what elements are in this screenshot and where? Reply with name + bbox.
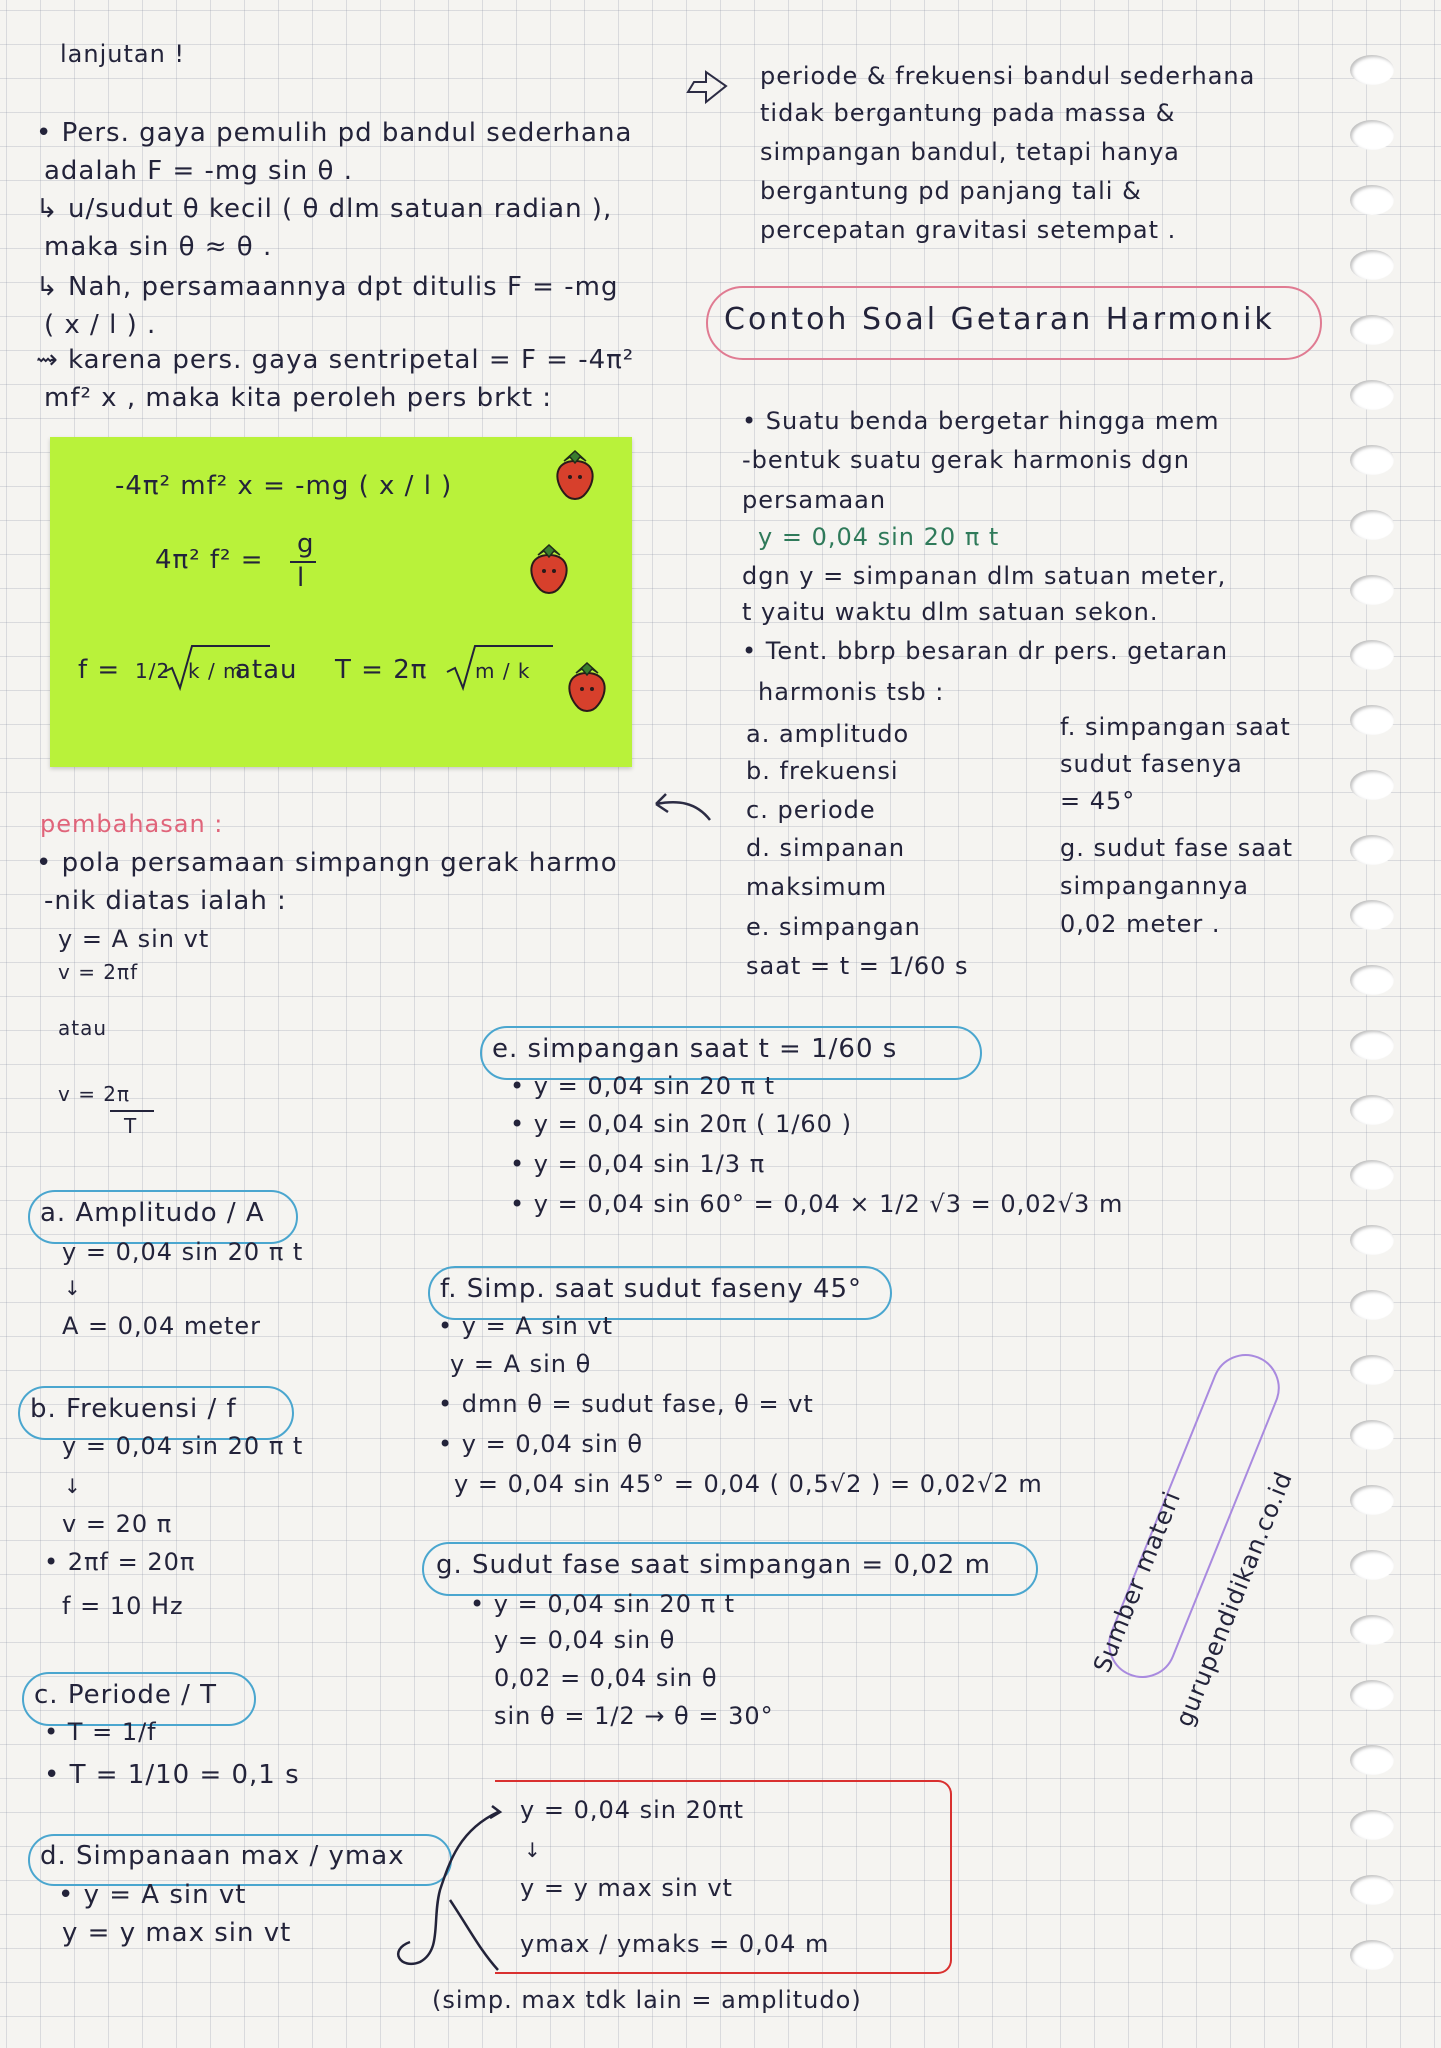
soal-item: f. simpangan saat (1060, 713, 1291, 741)
binder-hole (1350, 1940, 1394, 1970)
soal-line: harmonis tsb : (758, 678, 945, 706)
binder-hole (1350, 315, 1394, 345)
section-b-line: ↓ (64, 1474, 82, 1498)
soal-line: t yaitu waktu dlm satuan sekon. (742, 598, 1159, 626)
section-g-line: • y = 0,04 sin 20 π t (470, 1590, 736, 1618)
soal-item: 0,02 meter . (1060, 910, 1221, 938)
sticky-eq3-f: f = (78, 655, 121, 685)
curly-arrow-icon (380, 1800, 510, 1980)
answer-line: y = 0,04 sin 20πt (520, 1796, 745, 1824)
section-e-line: • y = 0,04 sin 1/3 π (510, 1150, 766, 1178)
answer-line: y = y max sin vt (520, 1874, 733, 1902)
binder-hole (1350, 1095, 1394, 1125)
section-g-line: sin θ = 1/2 → θ = 30° (494, 1702, 774, 1730)
binder-hole (1350, 1485, 1394, 1515)
note-line: bergantung pd panjang tali & (760, 177, 1142, 205)
soal-equation: y = 0,04 sin 20 π t (758, 523, 1000, 551)
note-line: simpangan bandul, tetapi hanya (760, 138, 1180, 166)
arrow-left-icon (648, 790, 714, 826)
note-line: ↳ u/sudut θ kecil ( θ dlm satuan radian ), (36, 194, 613, 224)
binder-hole (1350, 510, 1394, 540)
section-f-line: • y = A sin vt (438, 1312, 614, 1340)
pembahasan-eq: y = A sin vt (58, 925, 210, 953)
source-line: Sumber materi (1088, 1486, 1187, 1677)
sticky-eq3-root2: m / k (475, 659, 531, 683)
note-line: ( x / l ) . (44, 310, 157, 340)
note-line: maka sin θ ≈ θ . (44, 232, 273, 262)
binder-hole (1350, 1355, 1394, 1385)
answer-line: ↓ (524, 1838, 542, 1862)
binder-hole (1350, 575, 1394, 605)
sticky-eq2: 4π² f² = (155, 545, 264, 575)
soal-line: • Tent. bbrp besaran dr pers. getaran (742, 637, 1229, 665)
answer-note: (simp. max tdk lain = amplitudo) (432, 1986, 862, 2014)
note-line: tidak bergantung pada massa & (760, 99, 1176, 127)
binder-hole (1350, 250, 1394, 280)
section-c-line: • T = 1/10 = 0,1 s (44, 1760, 300, 1790)
soal-line: dgn y = simpanan dlm satuan meter, (742, 562, 1227, 590)
binder-hole (1350, 1030, 1394, 1060)
sqrt-symbol-icon (445, 642, 555, 692)
section-d-label: d. Simpanaan max / ymax (40, 1841, 405, 1871)
section-b-line: f = 10 Hz (62, 1592, 184, 1620)
soal-line: • Suatu benda bergetar hingga mem (742, 407, 1220, 435)
section-a-label: a. Amplitudo / A (40, 1198, 265, 1228)
arrow-right-icon (684, 70, 730, 110)
binder-hole (1350, 1810, 1394, 1840)
note-line: mf² x , maka kita peroleh pers brkt : (44, 383, 553, 413)
binder-hole (1350, 380, 1394, 410)
soal-item: g. sudut fase saat (1060, 834, 1294, 862)
section-b-line: • 2πf = 20π (44, 1548, 196, 1576)
strawberry-icon (524, 541, 574, 597)
sticky-note (50, 437, 632, 767)
soal-item: sudut fasenya (1060, 750, 1243, 778)
note-line: adalah F = -mg sin θ . (44, 156, 353, 186)
pembahasan-eq: atau (58, 1016, 108, 1040)
section-f-line: • dmn θ = sudut fase, θ = vt (438, 1390, 814, 1418)
soal-item: = 45° (1060, 787, 1136, 815)
soal-line: persamaan (742, 486, 887, 514)
binder-hole (1350, 1875, 1394, 1905)
soal-item: simpangannya (1060, 872, 1249, 900)
sticky-eq3-root: k / m (188, 659, 244, 683)
soal-item: e. simpangan (746, 913, 921, 941)
section-a-line: A = 0,04 meter (62, 1312, 262, 1340)
binder-hole (1350, 120, 1394, 150)
binder-hole (1350, 55, 1394, 85)
binder-hole (1350, 1160, 1394, 1190)
binder-hole (1350, 900, 1394, 930)
binder-hole (1350, 640, 1394, 670)
binder-hole (1350, 965, 1394, 995)
source-line: gurupendidikan.co.id (1170, 1467, 1299, 1731)
binder-hole (1350, 1615, 1394, 1645)
binder-hole (1350, 770, 1394, 800)
binder-hole (1350, 1745, 1394, 1775)
binder-hole (1350, 705, 1394, 735)
binder-hole (1350, 1420, 1394, 1450)
note-line: • Pers. gaya pemulih pd bandul sederhana (36, 118, 633, 148)
soal-item: c. periode (746, 796, 876, 824)
binder-hole (1350, 1550, 1394, 1580)
section-c-label: c. Periode / T (34, 1680, 218, 1710)
section-f-line: y = 0,04 sin 45° = 0,04 ( 0,5√2 ) = 0,02√2 m (454, 1470, 1043, 1498)
binder-hole (1350, 1680, 1394, 1710)
sticky-eq3-half: 1/2 (135, 659, 171, 683)
section-g-label: g. Sudut fase saat simpangan = 0,02 m (436, 1550, 991, 1580)
pembahasan-line: -nik diatas ialah : (44, 886, 287, 916)
binder-hole (1350, 835, 1394, 865)
soal-item: a. amplitudo (746, 720, 910, 748)
soal-item: d. simpanan (746, 834, 906, 862)
sticky-eq2-num: g (297, 529, 315, 559)
sticky-eq3-T: T = 2π (335, 655, 428, 685)
pembahasan-title: pembahasan : (40, 810, 224, 838)
section-a-line: y = 0,04 sin 20 π t (62, 1238, 304, 1266)
section-e-label: e. simpangan saat t = 1/60 s (492, 1034, 898, 1064)
sticky-eq2-den: l (297, 563, 306, 593)
soal-item: saat = t = 1/60 s (746, 952, 969, 980)
section-g-line: 0,02 = 0,04 sin θ (494, 1664, 718, 1692)
section-e-line: • y = 0,04 sin 20 π t (510, 1072, 776, 1100)
binder-hole (1350, 1225, 1394, 1255)
binder-hole (1350, 1290, 1394, 1320)
section-d-line: y = y max sin vt (62, 1918, 292, 1948)
section-f-label: f. Simp. saat sudut faseny 45° (440, 1274, 863, 1304)
section-b-label: b. Frekuensi / f (30, 1394, 237, 1424)
contoh-title: Contoh Soal Getaran Harmonik (724, 302, 1275, 337)
note-line: percepatan gravitasi setempat . (760, 216, 1177, 244)
section-a-line: ↓ (64, 1276, 82, 1300)
soal-item: maksimum (746, 873, 888, 901)
section-e-line: • y = 0,04 sin 60° = 0,04 × 1/2 √3 = 0,02√3 m (510, 1190, 1124, 1218)
sticky-atau: atau (235, 655, 298, 685)
binder-hole (1350, 185, 1394, 215)
strawberry-icon (550, 447, 600, 503)
section-b-line: y = 0,04 sin 20 π t (62, 1432, 304, 1460)
section-f-line: • y = 0,04 sin θ (438, 1430, 644, 1458)
note-line: ⇝ karena pers. gaya sentripetal = F = -4π² (36, 345, 635, 375)
note-line: ↳ Nah, persamaannya dpt ditulis F = -mg (36, 272, 619, 302)
strawberry-icon (562, 659, 612, 715)
section-c-line: • T = 1/f (44, 1718, 157, 1746)
section-e-line: • y = 0,04 sin 20π ( 1/60 ) (510, 1110, 852, 1138)
section-b-line: v = 20 π (62, 1510, 173, 1538)
section-d-line: • y = A sin vt (58, 1880, 247, 1910)
soal-line: -bentuk suatu gerak harmonis dgn (742, 446, 1190, 474)
lanjutan-label: lanjutan ! (60, 40, 186, 68)
pembahasan-eq: T (124, 1114, 138, 1138)
note-line: periode & frekuensi bandul sederhana (760, 62, 1256, 90)
section-f-line: y = A sin θ (450, 1350, 592, 1378)
binder-hole (1350, 445, 1394, 475)
pembahasan-eq: v = 2πf (58, 960, 139, 984)
answer-line: ymax / ymaks = 0,04 m (520, 1930, 830, 1958)
pembahasan-eq: v = 2π (58, 1082, 131, 1106)
pembahasan-line: • pola persamaan simpangn gerak harmo (36, 848, 618, 878)
soal-item: b. frekuensi (746, 757, 899, 785)
sticky-eq1: -4π² mf² x = -mg ( x / l ) (115, 471, 453, 501)
section-g-line: y = 0,04 sin θ (494, 1626, 676, 1654)
